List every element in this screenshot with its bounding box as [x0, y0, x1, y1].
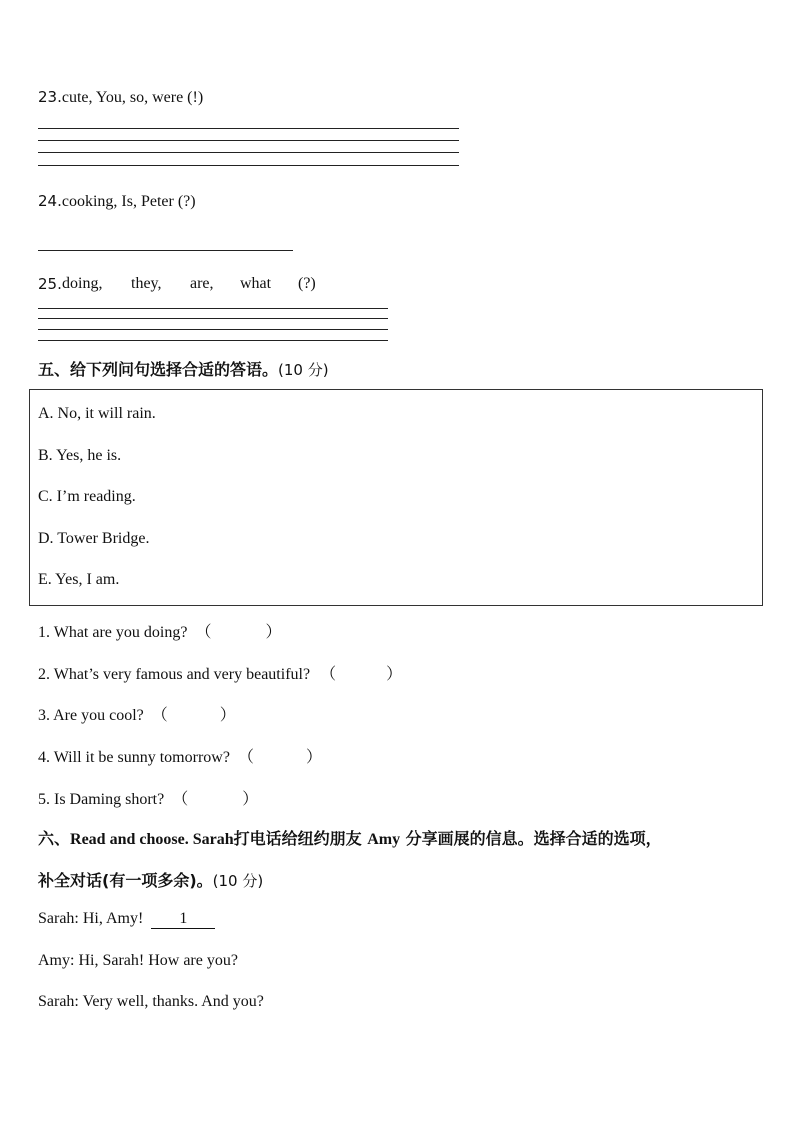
section-6-instruction-cn: 打电话给纽约朋友: [233, 829, 362, 848]
answer-line[interactable]: [38, 340, 388, 341]
answer-line[interactable]: [38, 152, 459, 153]
section-5-heading: [38, 357, 329, 380]
section-6-heading: [38, 826, 662, 849]
word-question-mark: (?): [298, 275, 316, 292]
answer-line[interactable]: [38, 250, 293, 251]
answer-paren-close: ）: [305, 749, 322, 766]
section-6-heading-line-2: [38, 868, 263, 891]
question-2: [38, 661, 402, 684]
answer-line[interactable]: [38, 140, 459, 141]
dialogue-line-3: Sarah: Very well, thanks. And you?: [38, 993, 264, 1010]
question-number: 23.: [38, 88, 62, 106]
question-24: [38, 192, 196, 211]
word-are: are,: [190, 275, 214, 292]
answer-paren-close: ）: [242, 791, 259, 808]
option-e: E. Yes, I am.: [38, 571, 120, 588]
dialogue-text: Sarah: Hi, Amy!: [38, 910, 144, 927]
option-c: C. I’m reading.: [38, 488, 136, 505]
answer-paren-close: ）: [265, 624, 282, 641]
section-6-note: (有一项多余)。: [102, 871, 213, 890]
question-text: 4. Will it be sunny tomorrow?: [38, 749, 230, 766]
question-5: [38, 786, 258, 809]
word-what: what: [240, 275, 272, 292]
option-a: A. No, it will rain.: [38, 405, 156, 422]
answer-paren-close: ）: [386, 666, 403, 683]
answer-paren-open: （: [237, 749, 254, 766]
question-4: [38, 744, 322, 767]
dialogue-line-1: [38, 910, 215, 929]
question-text: 2. What’s very famous and very beautiful?: [38, 666, 311, 683]
section-6-instruction-cn-2: 分享画展的信息。选择合适的选项，: [405, 829, 662, 848]
section-5-title: 五、给下列问句选择合适的答语。: [38, 360, 279, 379]
answer-line[interactable]: [38, 165, 459, 166]
answer-line[interactable]: [38, 128, 459, 129]
section-6-points: (10 分): [212, 872, 264, 890]
word-doing: doing,: [62, 275, 103, 292]
dialogue-line-2: Amy: Hi, Sarah! How are you?: [38, 952, 238, 969]
word-list: cooking, Is, Peter (?): [61, 193, 196, 210]
section-6-prefix: 六、: [38, 829, 71, 848]
answer-line[interactable]: [38, 329, 388, 330]
question-text: 3. Are you cool?: [38, 707, 144, 724]
question-25: [38, 275, 62, 294]
question-number: 25.: [38, 275, 62, 293]
question-number: 24.: [38, 192, 62, 210]
question-3: [38, 702, 236, 725]
section-6-name: Amy: [367, 831, 401, 848]
answer-line[interactable]: [38, 318, 388, 319]
answer-line[interactable]: [38, 308, 388, 309]
section-5-points: (10 分): [278, 361, 329, 379]
section-6-line2: 补全对话: [38, 871, 103, 890]
question-text: 1. What are you doing?: [38, 624, 188, 641]
option-b: B. Yes, he is.: [38, 447, 122, 464]
answer-paren-close: ）: [219, 707, 236, 724]
word-they: they,: [131, 275, 162, 292]
question-text: 5. Is Daming short?: [38, 791, 165, 808]
word-list: cute, You, so, were (!): [61, 89, 204, 106]
question-1: [38, 619, 281, 642]
answer-paren-open: （: [151, 707, 168, 724]
answer-paren-open: （: [195, 624, 212, 641]
dialogue-blank-1[interactable]: 1: [151, 910, 215, 929]
answer-paren-open: （: [320, 666, 337, 683]
question-23: [38, 88, 203, 107]
answer-paren-open: （: [172, 791, 189, 808]
section-6-instruction-en: Read and choose. Sarah: [70, 831, 234, 848]
option-d: D. Tower Bridge.: [38, 530, 150, 547]
